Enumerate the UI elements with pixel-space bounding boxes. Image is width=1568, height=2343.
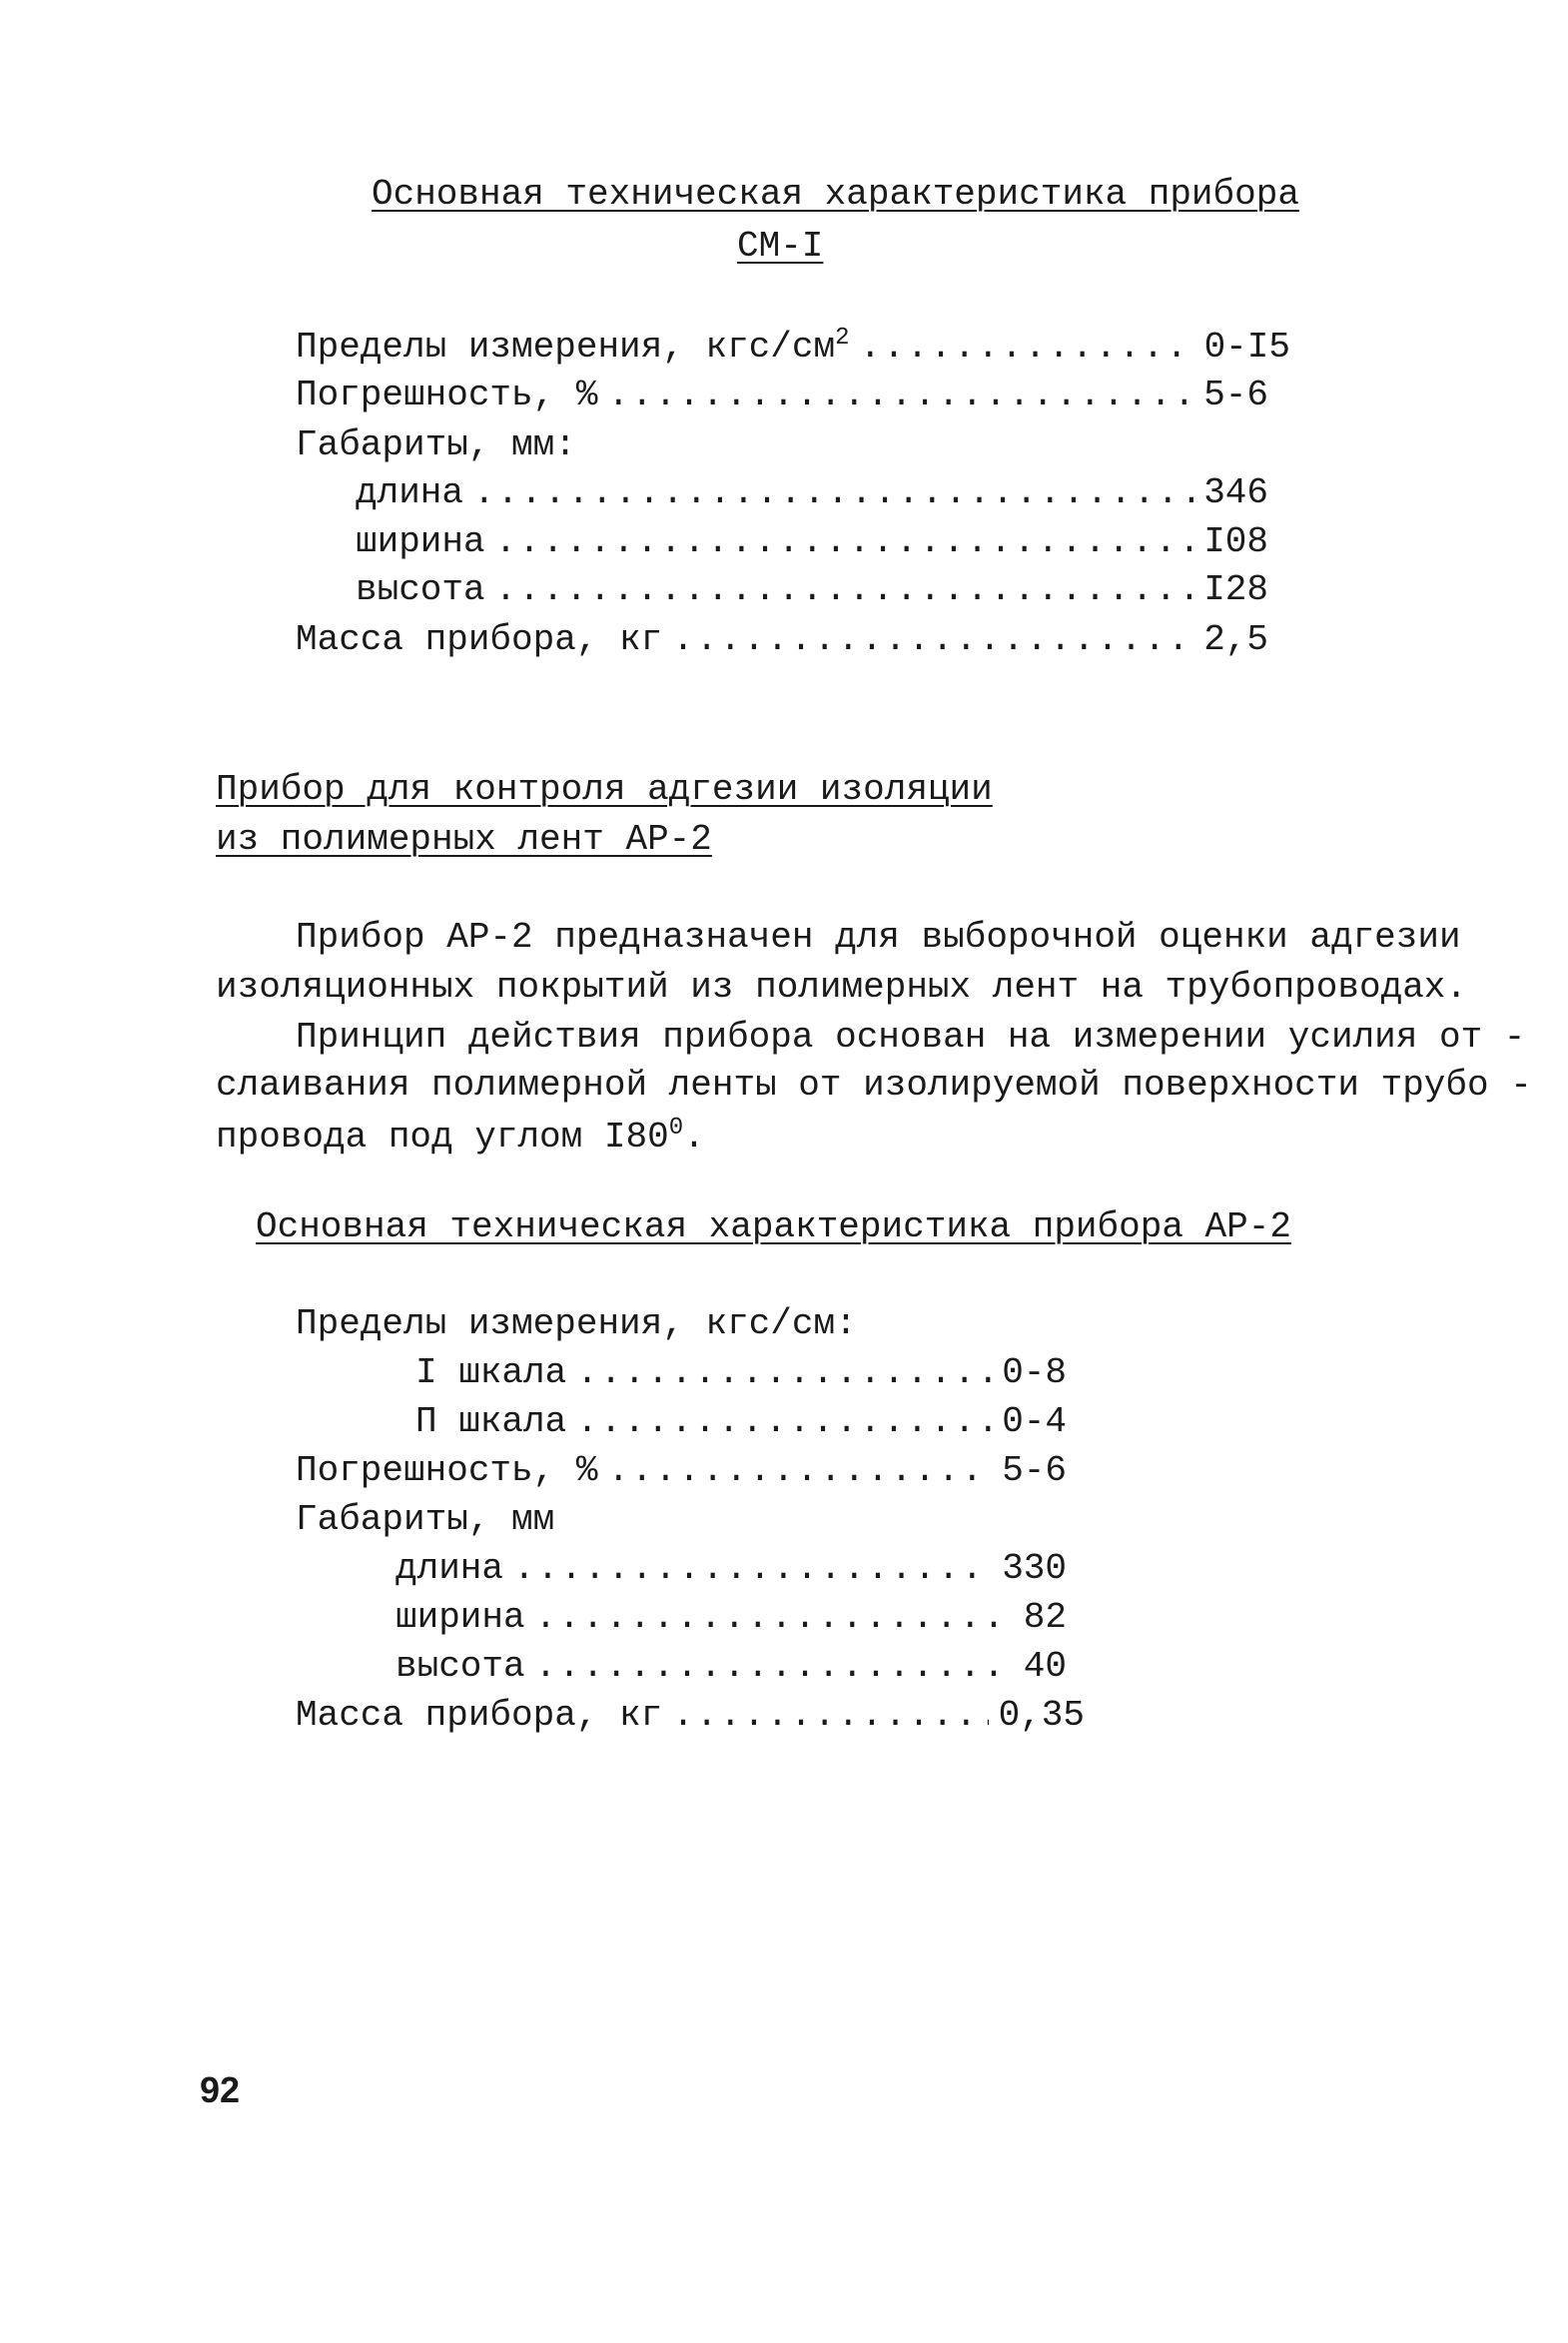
spec-height-value: I28 [1203, 569, 1268, 610]
spec-length-label: длина [356, 472, 464, 513]
spec-mass-label: Масса прибора, кг [296, 619, 663, 660]
leader-dots [495, 569, 1194, 610]
leader-dots [672, 619, 1193, 660]
spec-height [356, 569, 1268, 610]
leader-dots [495, 521, 1194, 562]
leader-dots [576, 1352, 992, 1393]
degree-sup: 0 [668, 1115, 684, 1142]
spec2-scale-2-label: П шкала [415, 1401, 567, 1442]
spec-range-value: 0-I5 [1203, 327, 1290, 368]
leader-dots [535, 1646, 1014, 1687]
leader-dots [860, 327, 1194, 368]
leader-dots [607, 1450, 992, 1491]
description-line-3: Принцип действия прибора основан на измерении усилия от - [296, 1017, 1526, 1058]
page-number: 92 [200, 2069, 241, 2110]
spec-mass [296, 619, 1268, 660]
spec2-scale-2-value: 0-4 [1002, 1401, 1067, 1442]
spec-error-label: Погрешность, % [296, 375, 598, 415]
spec2-height-label: высота [395, 1646, 525, 1687]
spec-width-value: I08 [1203, 521, 1268, 562]
spec2-mass [296, 1695, 1085, 1736]
leader-dots [672, 1695, 988, 1736]
spec2-width-label: ширина [395, 1597, 525, 1638]
spec-range-label: Пределы измерения, кгс/$см^2$ [296, 325, 850, 368]
description-line-4: слаивания полимерной ленты от изолируемой поверхности трубо - [216, 1065, 1532, 1106]
description-line-2: изоляционных покрытий из полимерных лент на трубопроводах. [216, 967, 1468, 1008]
spec2-range-header: Пределы измерения, кгс/см: [296, 1303, 857, 1344]
spec2-dimensions-label: Габариты, мм [296, 1499, 555, 1540]
spec2-mass-value: 0,35 [998, 1695, 1085, 1736]
spec2-length [395, 1548, 1067, 1589]
spec2-error [296, 1450, 1067, 1491]
spec2-height-value: 40 [1023, 1646, 1067, 1687]
spec2-height [395, 1646, 1067, 1687]
spec2-length-value: 330 [1002, 1548, 1067, 1589]
description-line-1: Прибор АР-2 предназначен для выборочной оценки адгезии [296, 917, 1461, 958]
spec2-width-value: 82 [1023, 1597, 1067, 1638]
spec-error-value: 5-6 [1203, 375, 1268, 415]
spec-range [296, 325, 1290, 368]
spec2-error-value: 5-6 [1002, 1450, 1067, 1491]
leader-dots [535, 1597, 1014, 1638]
spec2-scale-1 [415, 1352, 1067, 1393]
spec2-width [395, 1597, 1067, 1638]
spec-width-label: ширина [356, 521, 485, 562]
spec2-scale-2 [415, 1401, 1067, 1442]
spec2-length-label: длина [395, 1548, 504, 1589]
leader-dots [576, 1401, 992, 1442]
spec-height-label: высота [356, 569, 485, 610]
spec-length [356, 472, 1268, 513]
spec-dimensions-label: Габариты, мм: [296, 424, 576, 465]
section1-title-line1: Основная техническая характеристика прибора [372, 174, 1299, 215]
section2-title-line2: из полимерных лент АР-2 [216, 819, 712, 860]
leader-dots [607, 375, 1193, 415]
leader-dots [513, 1548, 992, 1589]
section2-title-line1: Прибор для контроля адгезии изоляции [216, 769, 993, 810]
spec2-mass-label: Масса прибора, кг [296, 1695, 663, 1736]
leader-dots [473, 472, 1193, 513]
spec-mass-value: 2,5 [1203, 619, 1268, 660]
spec-length-value: 346 [1203, 472, 1268, 513]
spec2-error-label: Погрешность, % [296, 1450, 598, 1491]
spec-error [296, 375, 1268, 415]
spec2-scale-1-label: I шкала [415, 1352, 567, 1393]
spec2-scale-1-value: 0-8 [1002, 1352, 1067, 1393]
description-line-5: провода под углом $I80^0$. [216, 1115, 705, 1158]
spec-width [356, 521, 1268, 562]
section1-title-line2: СМ-I [737, 226, 824, 267]
section3-title: Основная техническая характеристика прибора АР-2 [256, 1206, 1291, 1247]
